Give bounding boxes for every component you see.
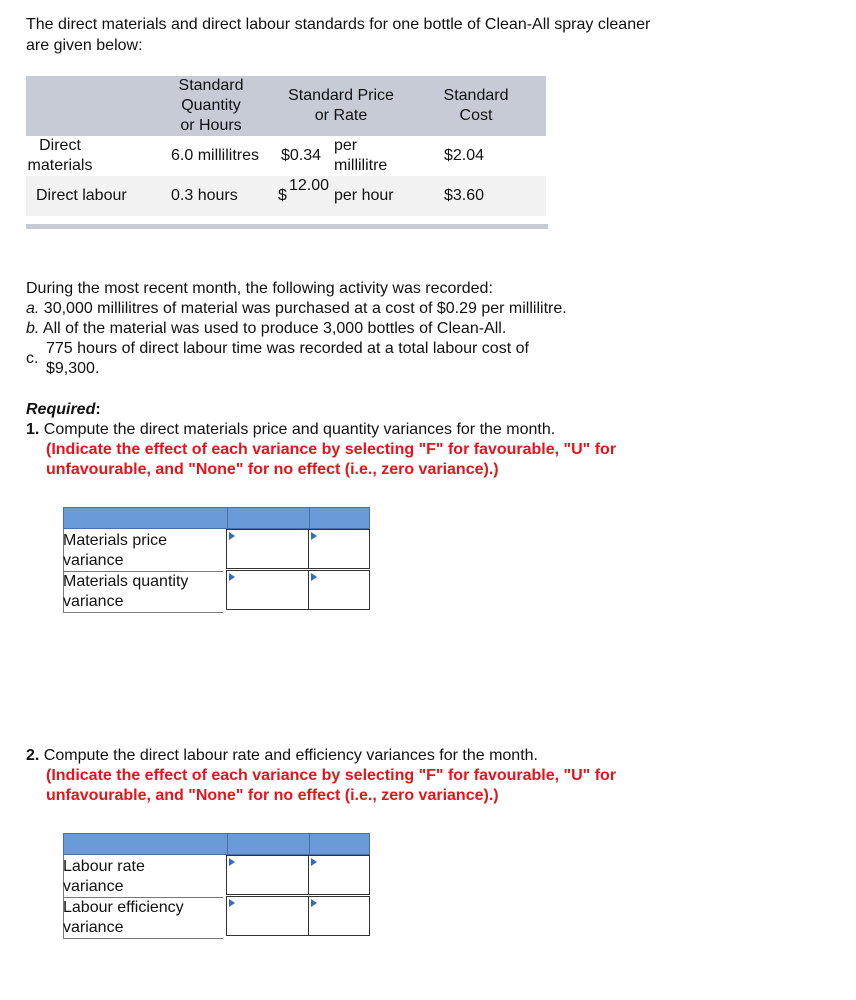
- labour-efficiency-variance-label: Labour efficiency variance: [63, 898, 223, 939]
- activity-b: b. All of the material was used to produce 3,000 bottles of Clean-All.: [26, 320, 507, 337]
- materials-quantity-variance-label: Materials quantity variance: [63, 572, 223, 613]
- labour-efficiency-variance-amount[interactable]: [226, 896, 309, 936]
- q2-text: 2. Compute the direct labour rate and efficiency variances for the month.: [26, 747, 538, 764]
- required-section: [26, 400, 656, 480]
- materials-price-variance-amount[interactable]: [226, 529, 309, 569]
- q2-section: [26, 746, 656, 806]
- q2-answer-header: [63, 833, 370, 855]
- labour-rate-variance-effect[interactable]: [308, 855, 370, 895]
- labour-rate-unit: per hour: [334, 187, 394, 204]
- materials-quantity-variance-effect[interactable]: [308, 570, 370, 610]
- materials-price-variance-effect[interactable]: [308, 529, 370, 569]
- dropdown-marker-icon: [311, 532, 317, 540]
- labour-rate: 12.00: [289, 177, 330, 194]
- materials-quantity: 6.0 millilitres: [171, 147, 260, 164]
- labour-cost: $3.60: [444, 187, 485, 204]
- labour-rate-variance-amount[interactable]: [226, 855, 309, 895]
- header-standard-price: Standard Price or Rate: [288, 87, 394, 124]
- activity-intro: During the most recent month, the following activity was recorded:: [26, 280, 493, 297]
- materials-price: $0.34: [281, 147, 322, 164]
- materials-price-variance-label: Materials price variance: [63, 531, 223, 572]
- header-standard-quantity: Standard Quantity or Hours: [178, 77, 244, 134]
- activity-section: [26, 279, 646, 379]
- q2-instruction: (Indicate the effect of each variance by selecting "F" for favourable, "U" for unfavourable, and "None" for no effect (i.e., zero variance).): [46, 767, 617, 804]
- intro-text: The direct materials and direct labour standards for one bottle of Clean-All spray cleaner are given below:: [26, 16, 651, 54]
- q2-answer-table: [63, 833, 370, 939]
- q1-instruction: (Indicate the effect of each variance by selecting "F" for favourable, "U" for unfavourable, and "None" for no effect (i.e., zero variance).): [46, 441, 617, 478]
- dropdown-marker-icon: [311, 858, 317, 866]
- activity-a: a. 30,000 millilitres of material was purchased at a cost of $0.29 per millilitre.: [26, 300, 567, 317]
- materials-quantity-variance-amount[interactable]: [226, 570, 309, 610]
- header-standard-cost: Standard Cost: [443, 87, 509, 124]
- dropdown-marker-icon: [229, 573, 235, 581]
- labour-hours: 0.3 hours: [171, 187, 238, 204]
- materials-price-unit: per millilitre: [334, 137, 388, 174]
- row-label-direct-labour: Direct labour: [36, 187, 127, 204]
- dropdown-marker-icon: [229, 899, 235, 907]
- q1-answer-table: [63, 507, 370, 613]
- dropdown-marker-icon: [229, 532, 235, 540]
- labour-rate-variance-label: Labour rate variance: [63, 857, 223, 898]
- labour-rate-symbol: $: [278, 187, 287, 204]
- q1-answer-header: [63, 507, 370, 529]
- dropdown-marker-icon: [229, 858, 235, 866]
- materials-cost: $2.04: [444, 147, 485, 164]
- labour-efficiency-variance-effect[interactable]: [308, 896, 370, 936]
- required-heading: Required:: [26, 401, 101, 418]
- dropdown-marker-icon: [311, 573, 317, 581]
- activity-c: c. 775 hours of direct labour time was recorded at a total labour cost of $9,300.: [26, 340, 529, 377]
- row-label-direct-materials: Direct materials: [27, 137, 93, 174]
- table-bottom-rule: [26, 224, 548, 229]
- dropdown-marker-icon: [311, 899, 317, 907]
- standards-table: [26, 76, 546, 226]
- q1-text: 1. Compute the direct materials price and quantity variances for the month.: [26, 421, 556, 438]
